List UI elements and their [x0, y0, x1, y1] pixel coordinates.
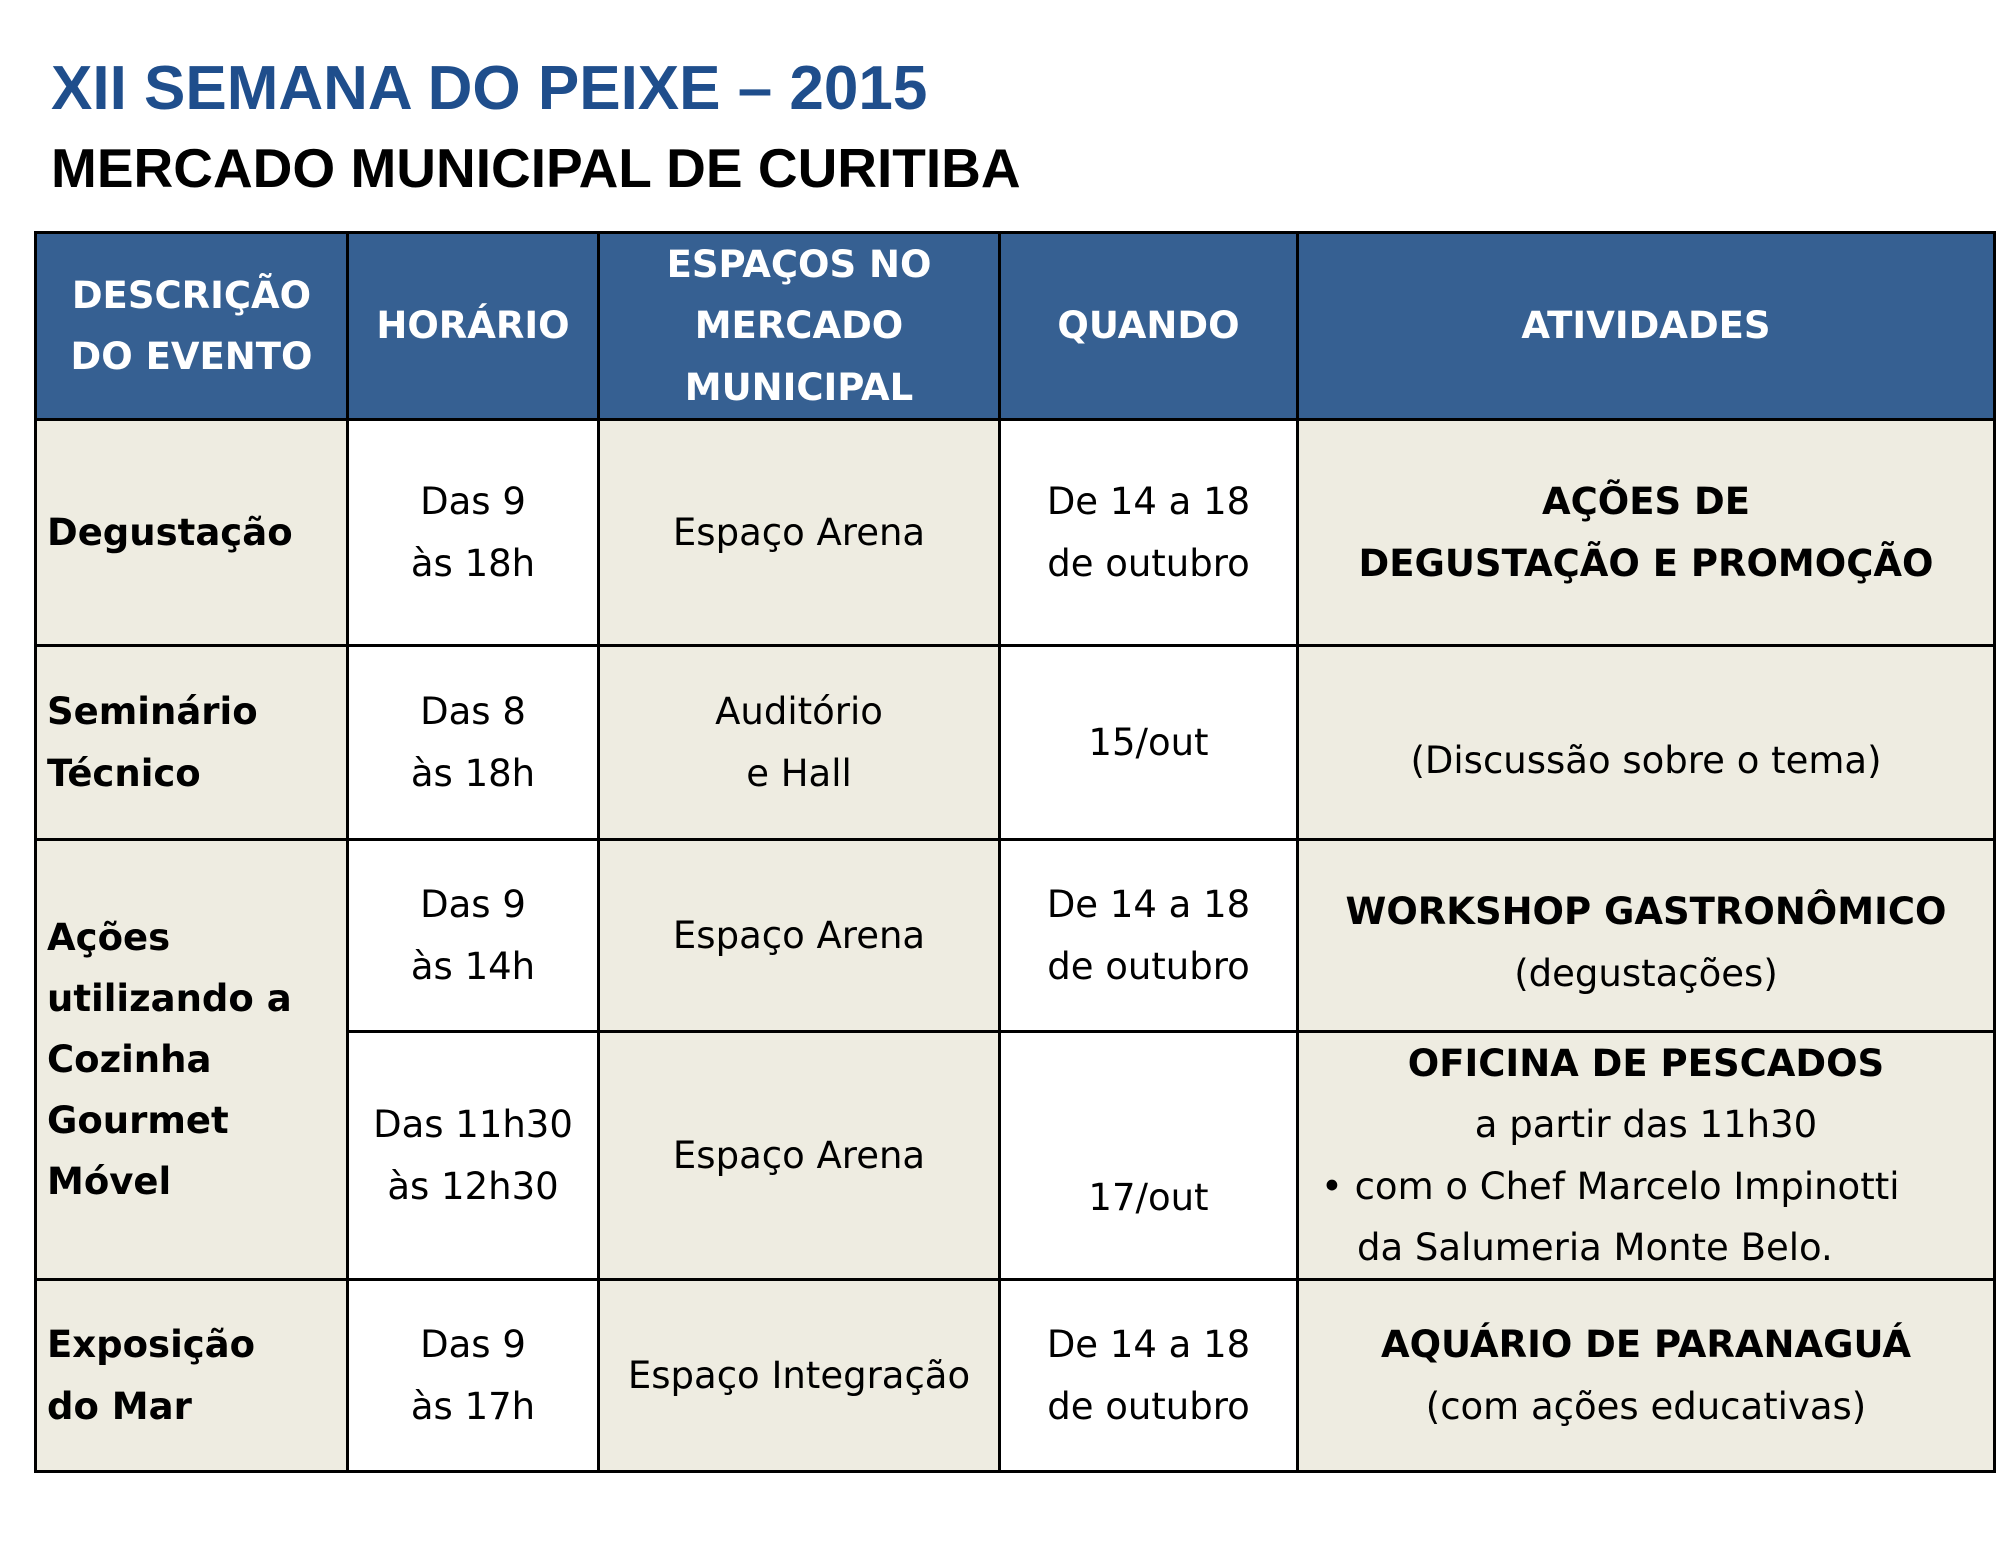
table-row [36, 840, 1995, 1032]
cell-horario: Das 8 às 18h [348, 646, 599, 840]
cell-horario: Das 9 às 17h [348, 1280, 599, 1472]
page-title: XII SEMANA DO PEIXE – 2015 [51, 54, 928, 123]
cell-horario: Das 9 às 14h [348, 840, 599, 1032]
cell-horario: Das 9 às 18h [348, 420, 599, 646]
cell-quando: 15/out [1000, 646, 1298, 840]
header-atividades: ATIVIDADES [1298, 233, 1995, 420]
cell-descricao: Seminário Técnico [36, 646, 348, 840]
cell-atividades: AQUÁRIO DE PARANAGUÁ (com ações educativas) [1298, 1280, 1995, 1472]
header-horario: HORÁRIO [348, 233, 599, 420]
events-table [34, 231, 1996, 1473]
table-row [36, 1280, 1995, 1472]
page-subtitle: MERCADO MUNICIPAL DE CURITIBA [51, 137, 1021, 199]
cell-descricao: Ações utilizando a Cozinha Gourmet Móvel [36, 840, 348, 1280]
cell-atividades: AÇÕES DE DEGUSTAÇÃO E PROMOÇÃO [1298, 420, 1995, 646]
cell-espaco: Auditório e Hall [599, 646, 1000, 840]
cell-atividades: (Discussão sobre o tema) [1298, 646, 1995, 840]
cell-espaco: Espaço Arena [599, 840, 1000, 1032]
cell-espaco: Espaço Arena [599, 1032, 1000, 1280]
header-row [36, 233, 1995, 420]
cell-quando: De 14 a 18 de outubro [1000, 420, 1298, 646]
table-row [36, 420, 1995, 646]
cell-espaco: Espaço Arena [599, 420, 1000, 646]
cell-espaco: Espaço Integração [599, 1280, 1000, 1472]
header-espacos: ESPAÇOS NO MERCADO MUNICIPAL [599, 233, 1000, 420]
table-row [36, 646, 1995, 840]
cell-quando: De 14 a 18 de outubro [1000, 1280, 1298, 1472]
cell-atividades: OFICINA DE PESCADOS a partir das 11h30 • com o Chef Marcelo Impinotti da Salumeria Monte Belo. [1298, 1032, 1995, 1280]
cell-quando: De 14 a 18 de outubro [1000, 840, 1298, 1032]
cell-quando: 17/out [1000, 1032, 1298, 1280]
header-quando: QUANDO [1000, 233, 1298, 420]
cell-atividades: WORKSHOP GASTRONÔMICO (degustações) [1298, 840, 1995, 1032]
header-descricao: DESCRIÇÃO DO EVENTO [36, 233, 348, 420]
cell-horario: Das 11h30 às 12h30 [348, 1032, 599, 1280]
cell-descricao: Degustação [36, 420, 348, 646]
cell-descricao: Exposição do Mar [36, 1280, 348, 1472]
